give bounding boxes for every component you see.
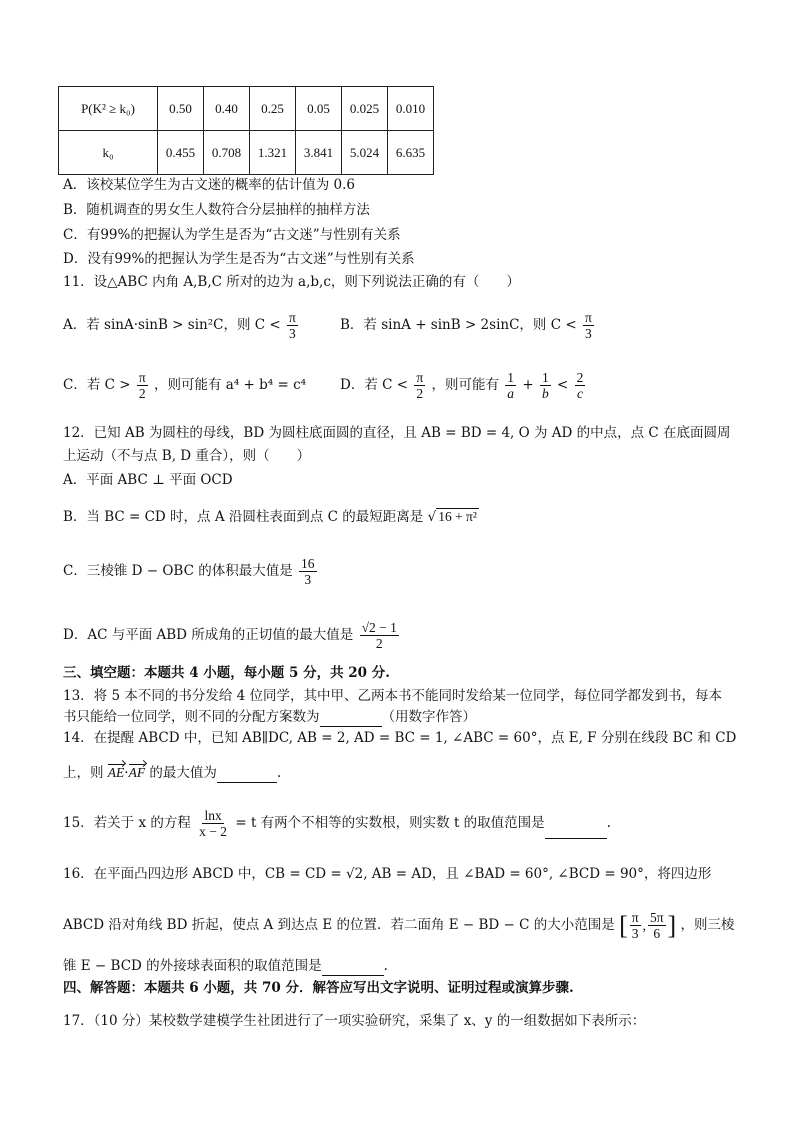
fraction: [505, 370, 516, 401]
less-than-sign: <: [556, 377, 569, 393]
q17-stem: 17．（10 分）某校数学建模学生社团进行了一项实验研究，采集了 x、y 的一组数据如下表所示：: [63, 1013, 646, 1029]
fraction-numerator: π: [416, 370, 424, 385]
q16-line3: [63, 956, 388, 976]
q13-line1: 13．将 5 本不同的书分发给 4 位同学，其中甲、乙两本书不能同时发给某一位同学，每位同学都发到书，每本: [63, 688, 723, 704]
q10-option-a: A．该校某位学生为古文迷的概率的估计值为 0.6: [63, 177, 356, 193]
fraction-denominator: 3: [631, 926, 639, 941]
fraction-numerator: π: [288, 310, 296, 325]
fraction: [299, 556, 317, 587]
answer-blank[interactable]: [545, 822, 607, 839]
fraction-numerator: π: [584, 310, 592, 325]
q11-option-a: [63, 310, 300, 341]
q11-d-text: D．若 C <: [340, 377, 409, 393]
plus-sign: +: [522, 377, 534, 393]
fraction-numerator: 1: [507, 370, 515, 385]
fraction-numerator: π: [138, 370, 146, 385]
q14-line2: [63, 763, 281, 783]
fraction-denominator: b: [541, 386, 549, 401]
table-cell: 3.841: [296, 131, 342, 175]
q13-text-end: （用数字作答）: [381, 709, 476, 725]
table-cell: 1.321: [250, 131, 296, 175]
period: .: [383, 958, 388, 974]
fraction-denominator: 2: [138, 386, 146, 401]
q10-option-b: B．随机调查的男女生人数符合分层抽样的抽样方法: [63, 202, 370, 218]
q11-option-d: [340, 370, 587, 401]
q11-c-post: ，则可能有 a⁴ + b⁴ = c⁴: [153, 377, 307, 393]
q16-text: 锥 E − BCD 的外接球表面积的取值范围是: [63, 958, 322, 974]
fraction-denominator: 2: [375, 636, 383, 651]
fraction: [360, 620, 399, 651]
fraction-denominator: 3: [304, 572, 312, 587]
q11-b-text: B．若 sinA + sinB > 2sinC，则 C <: [340, 317, 577, 333]
q12-option-b: [63, 507, 479, 527]
q14-text-end: 的最大值为: [149, 765, 217, 781]
fraction: [583, 310, 594, 341]
fraction-denominator: 3: [289, 326, 296, 341]
q12-stem-line2: 上运动（不与点 B, D 重合），则（ ）: [63, 448, 311, 464]
q11-option-c: [63, 370, 306, 401]
q15-line: [63, 808, 611, 839]
table-row: [59, 87, 434, 131]
vector-ae: AE: [108, 763, 125, 783]
fraction: [540, 370, 551, 401]
fraction-denominator: x − 2: [199, 824, 228, 839]
fraction: [197, 808, 229, 839]
table-cell: 0.25: [250, 87, 296, 131]
fraction: [414, 370, 425, 401]
answer-blank[interactable]: [320, 710, 382, 727]
answer-blank[interactable]: [217, 766, 277, 783]
dot-operator: ·: [124, 765, 129, 781]
period: .: [276, 765, 282, 781]
left-bracket: [: [619, 910, 628, 940]
period: .: [606, 815, 611, 831]
right-bracket: ]: [667, 910, 677, 940]
fraction: [287, 310, 298, 341]
q13-text: 书只能给一位同学，则不同的分配方案数为: [63, 709, 320, 725]
q10-option-d: D．没有99%的把握认为学生是否为“古文迷”与性别有关系: [63, 251, 415, 267]
q12-stem-line1: 12．已知 AB 为圆柱的母线，BD 为圆柱底面圆的直径，且 AB = BD = 4, O 为 AD 的中点，点 C 在底面圆周: [63, 425, 731, 441]
table-cell: 6.635: [388, 131, 434, 175]
fraction: [575, 370, 586, 401]
section-3-heading: 三、填空题：本题共 4 小题，每小题 5 分，共 20 分.: [63, 665, 390, 681]
fraction-denominator: a: [507, 386, 515, 401]
fraction-numerator: 5π: [649, 910, 664, 925]
q12-b-text: B．当 BC = CD 时，点 A 沿圆柱表面到点 C 的最短距离是 √: [63, 509, 437, 525]
q12-option-a: A．平面 ABC ⊥ 平面 OCD: [63, 472, 233, 488]
q12-option-d: [63, 620, 401, 651]
q16-text-end: ，则三棱: [680, 917, 735, 933]
table-cell: 0.708: [204, 131, 250, 175]
table-cell: 0.025: [342, 87, 388, 131]
table-cell: 0.50: [158, 87, 204, 131]
section-4-heading: 四、解答题：本题共 6 小题，共 70 分．解答应写出文字说明、证明过程或演算步骤.: [63, 980, 574, 996]
q11-option-b: [340, 310, 596, 341]
table-cell: 0.40: [204, 87, 250, 131]
fraction-numerator: lnx: [204, 808, 222, 823]
interval-body: [628, 910, 668, 941]
q15-text: 15．若关于 x 的方程: [63, 815, 191, 831]
q12-c-text: C．三棱锥 D − OBC 的体积最大值是: [63, 563, 293, 579]
radicand: 16 + π²: [438, 509, 477, 524]
q16-line1: 16．在平面凸四边形 ABCD 中，CB = CD = √2, AB = AD，且 ∠BAD = 60°, ∠BCD = 90°，将四边形: [63, 866, 712, 882]
q12-d-text: D．AC 与平面 ABD 所成角的正切值的最大值是: [63, 627, 354, 643]
q12-option-c: [63, 556, 319, 587]
fraction-denominator: 2: [416, 386, 424, 401]
vector-af: AF: [129, 763, 146, 783]
q16-line2: [63, 910, 734, 941]
fraction-numerator: 2: [576, 370, 584, 385]
fraction: [630, 910, 641, 941]
q11-stem: 11．设△ABC 内角 A,B,C 所对的边为 a,b,c，则下列说法正确的有（ ）: [63, 274, 520, 290]
fraction-numerator: 16: [301, 556, 315, 571]
q11-c-text: C．若 C >: [63, 377, 131, 393]
interval: [619, 910, 676, 941]
fraction: [648, 910, 666, 941]
k-squared-table: [58, 86, 434, 175]
fraction-numerator: 1: [541, 370, 549, 385]
table-cell: 0.05: [296, 87, 342, 131]
table-row: [59, 131, 434, 175]
table-header-label: P(K² ≥ k₀): [59, 87, 158, 131]
q11-d-mid: ，则可能有: [431, 377, 499, 393]
fraction: [137, 370, 148, 401]
q11-a-text: A．若 sinA·sinB > sin²C，则 C <: [63, 317, 281, 333]
answer-blank[interactable]: [322, 959, 384, 976]
fraction-numerator: π: [631, 910, 639, 925]
table-row-label: k₀: [59, 131, 158, 175]
q13-line2: [63, 707, 476, 727]
q16-text: ABCD 沿对角线 BD 折起，使点 A 到达点 E 的位置．若二面角 E − BD − C 的大小范围是: [63, 917, 615, 933]
fraction-denominator: 3: [584, 326, 592, 341]
table-cell: 5.024: [342, 131, 388, 175]
fraction-denominator: 6: [653, 926, 661, 941]
comma: ,: [642, 917, 646, 933]
table-cell: 0.455: [158, 131, 204, 175]
q10-option-c: C．有99%的把握认为学生是否为“古文迷”与性别有关系: [63, 227, 401, 243]
q14-text: 上，则: [63, 765, 104, 781]
fraction-denominator: c: [576, 386, 583, 401]
table-cell: 0.010: [388, 87, 434, 131]
fraction-numerator: √2 − 1: [361, 620, 397, 635]
q15-text-end: = t 有两个不相等的实数根，则实数 t 的取值范围是: [235, 815, 545, 831]
q14-line1: 14．在提醒 ABCD 中，已知 AB∥DC, AB = 2, AD = BC = 1, ∠ABC = 60°，点 E, F 分别在线段 BC 和 CD: [63, 730, 737, 746]
